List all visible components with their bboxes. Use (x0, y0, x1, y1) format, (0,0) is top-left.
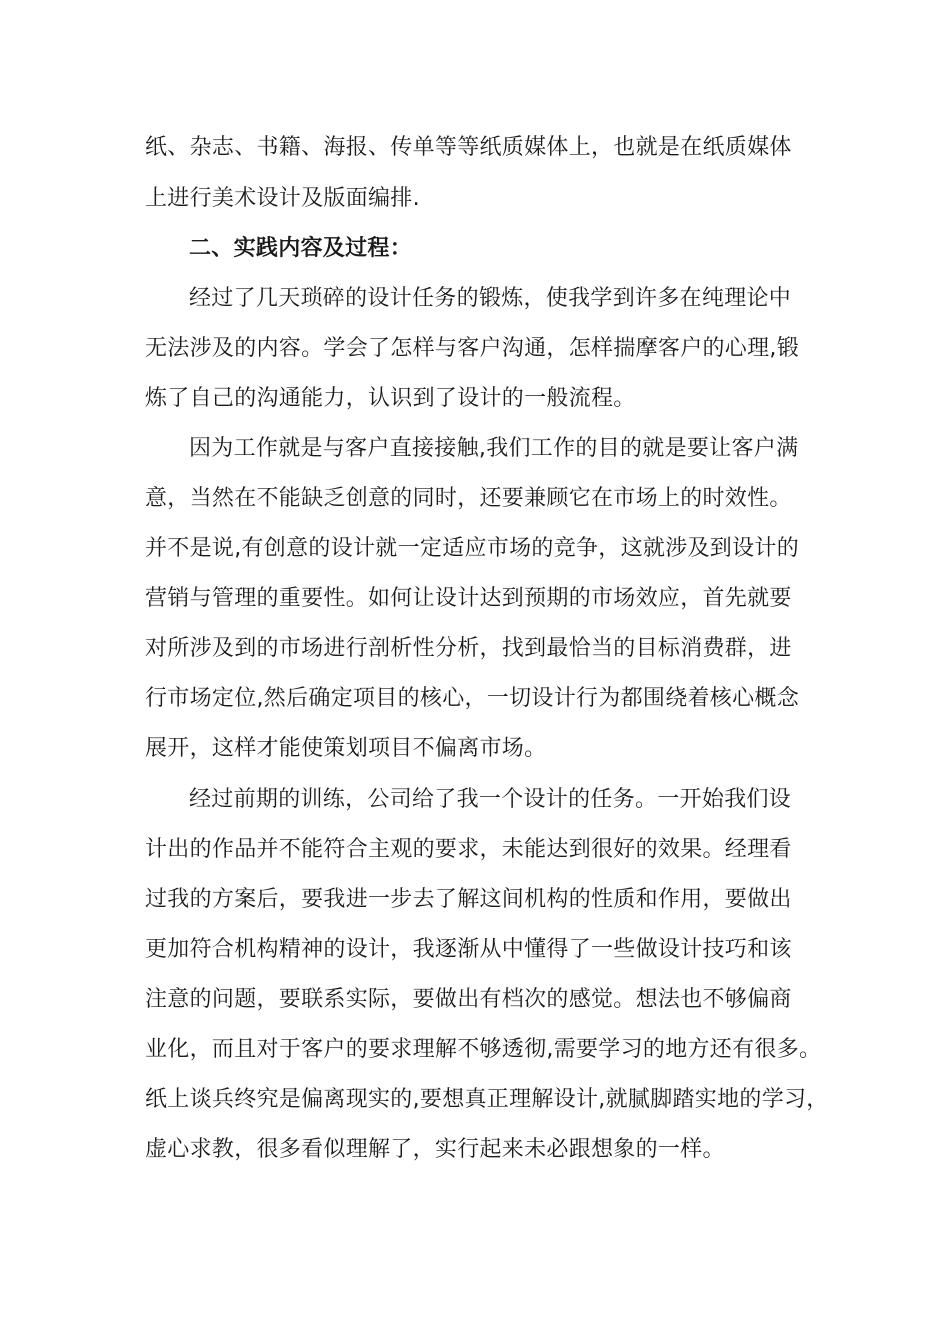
paragraph-2-line-1: 因为工作就是与客户直接接触,我们工作的目的就是要让客户满 (189, 436, 799, 461)
paragraph-3-line-2: 计出的作品并不能符合主观的要求，未能达到很好的效果。经理看 (145, 837, 792, 862)
paragraph-2-line-4: 营销与管理的重要性。如何让设计达到预期的市场效应，首先就要 (145, 586, 792, 611)
paragraph-3-line-6: 业化，而且对于客户的要求理解不够透彻,需要学习的地方还有很多。 (145, 1037, 822, 1062)
paragraph-2-line-3: 并不是说,有创意的设计就一定适应市场的竞争，这就涉及到设计的 (145, 536, 799, 561)
paragraph-3-line-1: 经过前期的训练，公司给了我一个设计的任务。一开始我们设 (189, 787, 792, 812)
paragraph-1-line-2: 无法涉及的内容。学会了怎样与客户沟通，怎样揣摩客户的心理,锻 (145, 336, 799, 361)
intro-line-2: 上进行美术设计及版面编排. (145, 186, 420, 211)
paragraph-3-line-8: 虚心求教，很多看似理解了，实行起来未必跟想象的一样。 (145, 1137, 725, 1162)
section-heading: 二、实践内容及过程： (189, 236, 413, 261)
paragraph-2-line-2: 意，当然在不能缺乏创意的同时，还要兼顾它在市场上的时效性。 (145, 486, 792, 511)
paragraph-3-line-5: 注意的问题，要联系实际，要做出有档次的感觉。想法也不够偏商 (145, 987, 792, 1012)
paragraph-2-line-7: 展开，这样才能使策划项目不偏离市场。 (145, 736, 547, 761)
paragraph-2-line-6: 行市场定位,然后确定项目的核心，一切设计行为都围绕着核心概念 (145, 686, 799, 711)
intro-line-1: 纸、杂志、书籍、海报、传单等等纸质媒体上，也就是在纸质媒体 (145, 135, 792, 160)
paragraph-3-line-4: 更加符合机构精神的设计，我逐渐从中懂得了一些做设计技巧和该 (145, 937, 792, 962)
paragraph-3-line-7: 纸上谈兵终究是偏离现实的,要想真正理解设计,就腻脚踏实地的学习， (145, 1087, 829, 1112)
paragraph-1-line-3: 炼了自己的沟通能力，认识到了设计的一般流程。 (145, 386, 636, 411)
paragraph-3-line-3: 过我的方案后，要我进一步去了解这间机构的性质和作用，要做出 (145, 887, 792, 912)
paragraph-1-line-1: 经过了几天琐碎的设计任务的锻炼，使我学到许多在纯理论中 (189, 286, 792, 311)
paragraph-2-line-5: 对所涉及到的市场进行剖析性分析，找到最恰当的目标消费群，进 (145, 636, 792, 661)
